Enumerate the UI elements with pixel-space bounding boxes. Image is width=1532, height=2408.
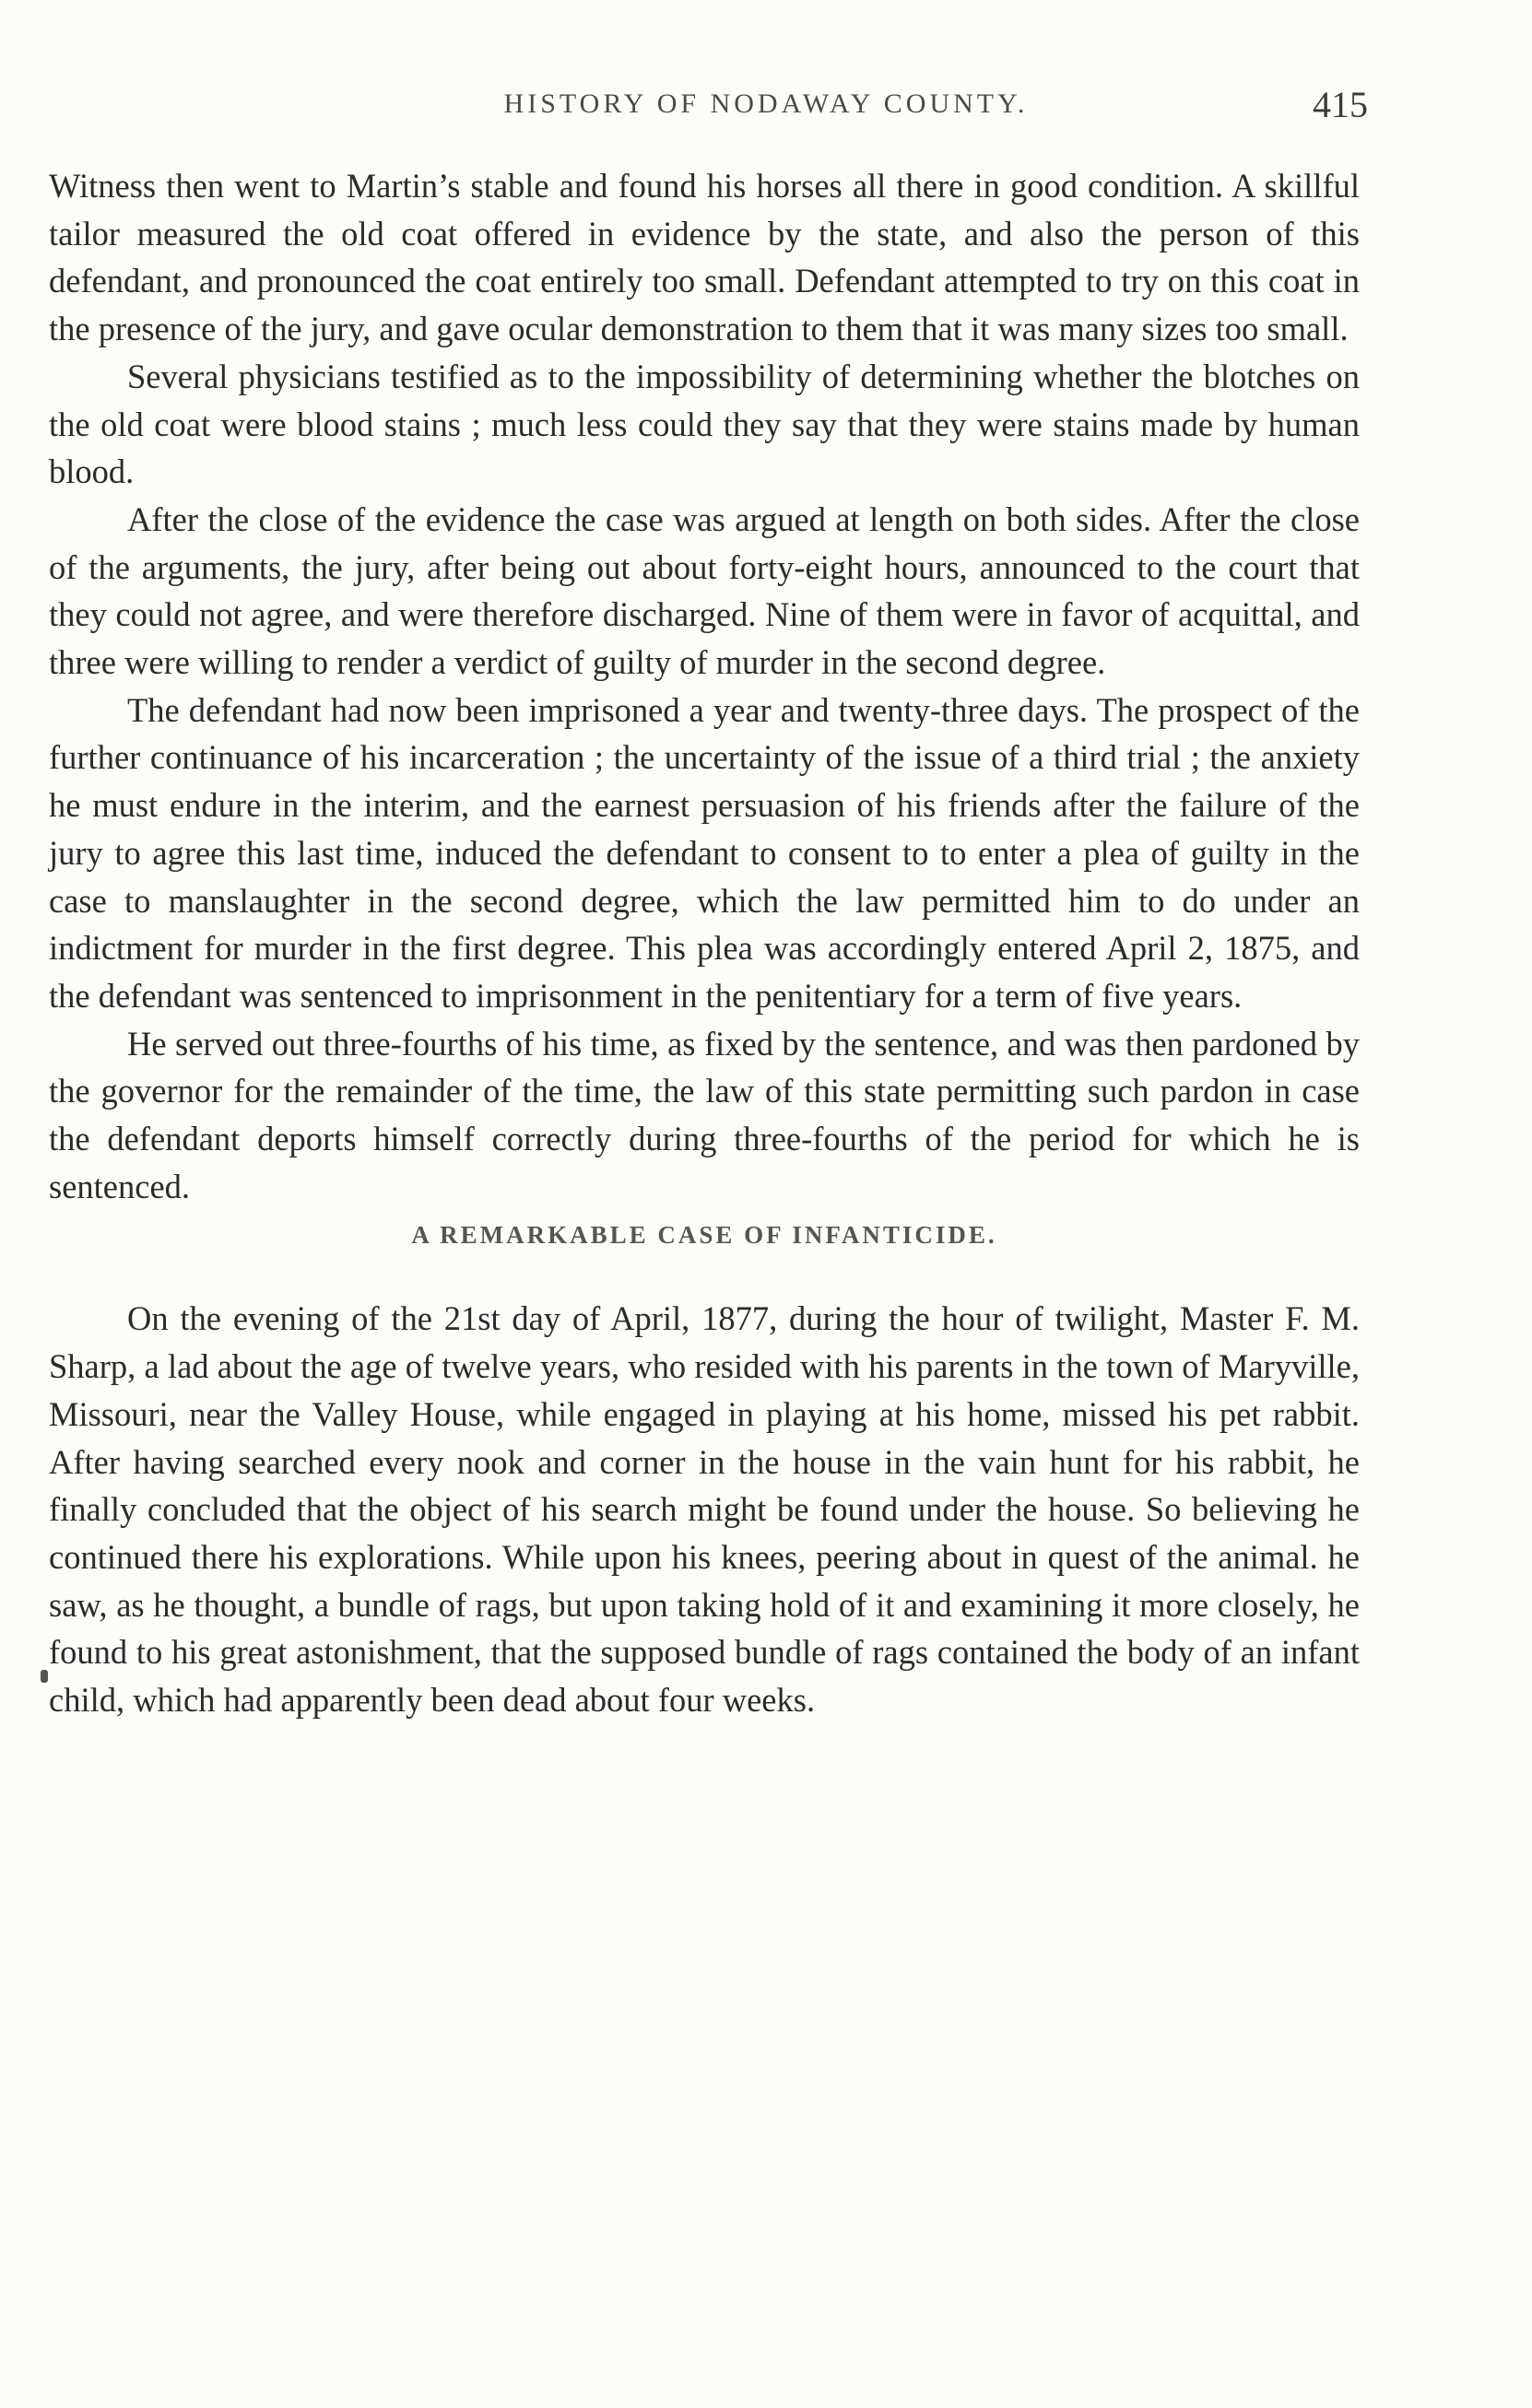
running-head — [0, 83, 1532, 129]
ink-mark — [41, 1670, 48, 1683]
paragraph: He served out three-fourths of his time, as fixed by the sentence, and was then pardoned by the governor for the remainder of the time, the law of this state permitting such pardon in case the defendant deports himself correctly during three-fourths of the period for which he is sentenced. — [49, 1024, 1360, 1205]
paragraph: After the close of the evidence the case was argued at length on both sides. After the close of the arguments, the jury, after being out about forty-eight hours, announced to the court that they could not agree, and were therefore discharged. Nine of them were in favor of acquittal, and three were willing to render a verdict of guilty of murder in the second degree. — [49, 499, 1360, 682]
paragraph: On the evening of the 21st day of April, 1877, during the hour of twilight, Master F. M. Sharp, a lad about the age of twelve years, who resided with his parents in the town of Maryville, Missouri, near the Valley House, while engaged in playing at his home, missed his pet rabbit. After having searched every nook and corner in the house in the vain hunt for his rabbit, he finally concluded that the object of his search might be found under the house. So believing he continued there his explorations. While upon his knees, peering about in quest of the animal. he saw, as he thought, a bundle of rags, but upon taking hold of it and examining it more closely, he found to his great astonishment, that the supposed bundle of rags contained the body of an infant child, which had apparently been dead about four weeks. — [49, 1299, 1360, 1720]
section-heading: A REMARKABLE CASE OF INFANTICIDE. — [411, 1221, 997, 1250]
paragraph: The defendant had now been imprisoned a year and twenty-three days. The prospect of the further continuance of his incarceration ; the uncertainty of the issue of a third trial ; the anxiety he must endure in the interim, and the earnest persuasion of his friends after the failure of the jury to agree this last time, induced the defendant to consent to to enter a plea of guilty in the case to manslaughter in the second degree, which the law permitted him to do under an indictment for murder in the first degree. This plea was accordingly entered April 2, 1875, and the defendant was sentenced to imprisonment in the penitentiary for a term of five years. — [49, 690, 1360, 1015]
body-text — [49, 162, 1360, 1724]
page-number: 415 — [1313, 84, 1368, 125]
running-title: HISTORY OF NODAWAY COUNTY. — [503, 88, 1029, 119]
paragraph: Several physicians testified as to the impossibility of determining whether the blotches on the old coat were blood stains ; much less could they say that they were stains made by human blood. — [49, 357, 1360, 491]
paragraph: Witness then went to Martin’s stable and found his horses all there in good condition. A skillful tailor measured the old coat offered in evidence by the state, and also the person of this defendant, and pronounced the coat entirely too small. Defendant attempted to try on this coat in the presence of the jury, and gave ocular demonstration to them that it was many sizes too small. — [49, 167, 1360, 348]
